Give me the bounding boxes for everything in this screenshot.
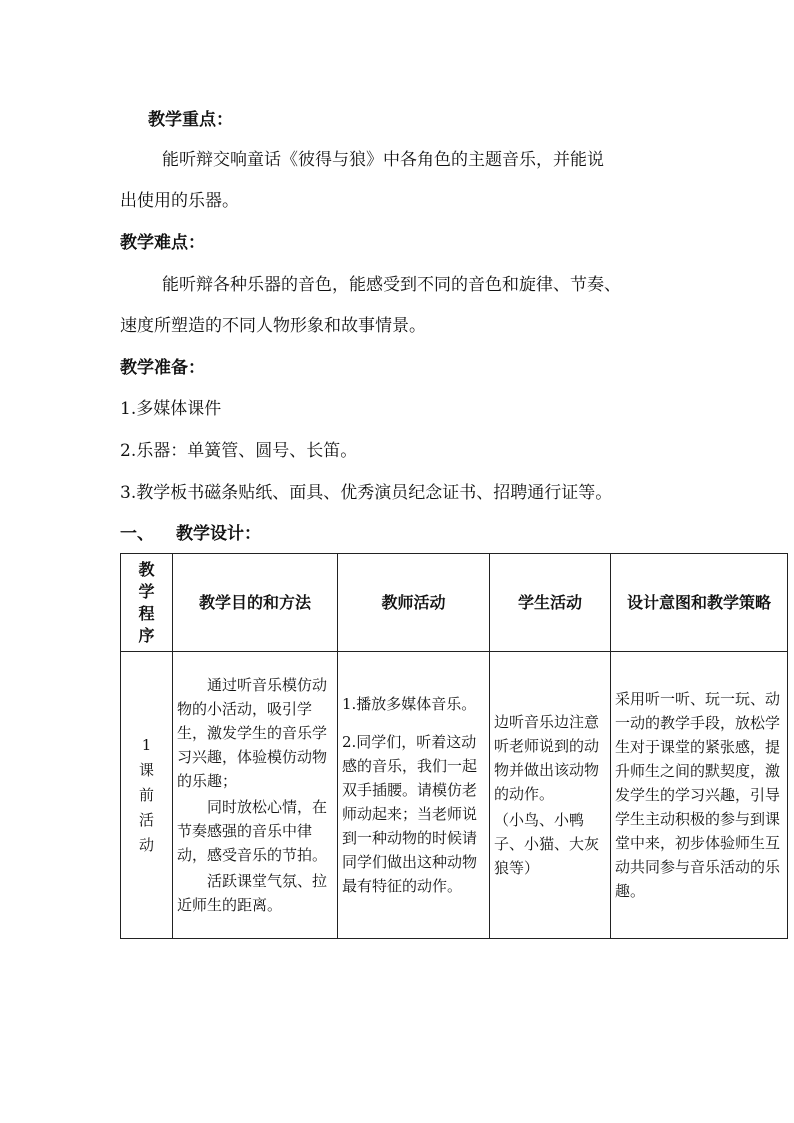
table-row [121,652,788,939]
student-paragraph-2: （小鸟、小鸭子、小猫、大灰狼等） [494,811,600,877]
difficulties-heading: 教学难点： [120,233,205,253]
cell-purpose [173,652,338,939]
teacher-paragraph-1: 1.播放多媒体音乐。 [342,695,477,713]
key-points-line-2: 出使用的乐器。 [120,191,239,211]
design-section-number: 一、 [120,524,154,544]
header-design-intent-text: 设计意图和教学策略 [626,592,771,612]
purpose-paragraph-2: 同时放松心情，在节奏感强的音乐中律动，感受音乐的节拍。 [177,798,328,864]
teacher-paragraph-2: 2.同学们，听着这动感的音乐，我们一起双手插腰。请模仿老师动起来；当老师说到一种动物的时候请同学们做出这种动物最有特征的动作。 [342,733,478,895]
design-section-title: 教学设计： [176,524,261,544]
header-procedure-text: 教学程序 [138,559,155,645]
difficulties-line-2: 速度所塑造的不同人物形象和故事情景。 [120,316,426,336]
key-points-heading: 教学重点： [148,110,233,130]
table-header-row [121,554,788,652]
header-design-intent [611,554,788,652]
preparation-item-3: 3.教学板书磁条贴纸、面具、优秀演员纪念证书、招聘通行证等。 [120,483,613,503]
cell-procedure [121,652,173,939]
procedure-text: 1课前活动 [138,735,154,854]
teaching-design-table [120,553,788,939]
header-teacher-activity: 教师活动 [338,554,490,652]
purpose-paragraph-3: 活跃课堂气氛、拉近师生的距离。 [177,872,328,914]
student-paragraph-1: 边听音乐边注意听老师说到的动物并做出该动物的动作。 [494,713,600,803]
cell-student-activity [490,652,611,939]
cell-design-intent [611,652,788,939]
purpose-paragraph-1: 通过听音乐模仿动物的小活动，吸引学生，激发学生的音乐学习兴趣，体验模仿动物的乐趣； [177,676,328,790]
preparation-item-2: 2.乐器：单簧管、圆号、长笛。 [120,441,358,461]
key-points-line-1: 能听辩交响童话《彼得与狼》中各角色的主题音乐，并能说 [162,150,604,170]
header-purpose: 教学目的和方法 [173,554,338,652]
preparation-heading: 教学准备： [120,358,205,378]
difficulties-line-1: 能听辩各种乐器的音色，能感受到不同的音色和旋律、节奏、 [162,275,621,295]
intent-paragraph: 采用听一听、玩一玩、动一动的教学手段，放松学生对于课堂的紧张感，提升师生之间的默契度，激发学生的学习兴趣，引导学生主动积极的参与到课堂中来，初步体验师生互动共同参与音乐活动的乐趣。 [615,690,781,900]
header-procedure [121,554,173,652]
cell-teacher-activity [338,652,490,939]
preparation-item-1: 1.多媒体课件 [120,399,222,419]
header-student-activity: 学生活动 [490,554,611,652]
